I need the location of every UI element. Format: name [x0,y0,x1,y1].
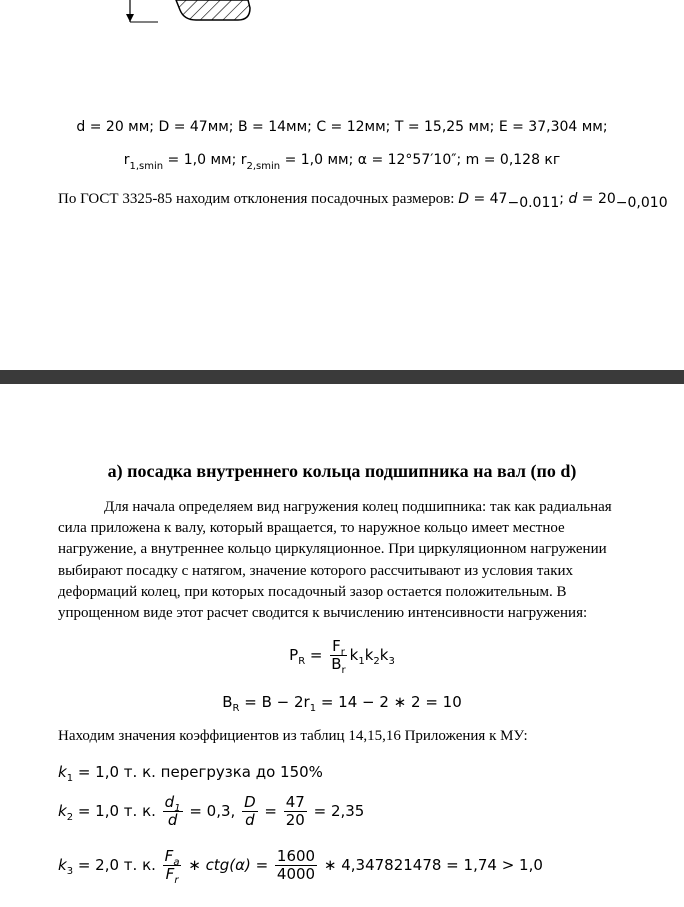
params-line-1: d = 20 мм; D = 47мм; B = 14мм; C = 12мм; T = 15,25 мм; E = 37,304 мм; [76,119,608,135]
bearing-drawing-fragment [118,0,258,30]
formula-pr: $P_R$ = $\frac{F_r}{B_r}$ $k_1k_2k_3$ [289,637,395,676]
document-page-bottom [0,384,684,907]
k2-line: $k_2 = 1,0$ т. к. $\frac{d_1}{d}$ = 0,3, $\frac{D}{d}$ = $\frac{47}{20}$ = 2,35 [58,793,365,829]
paragraph-line: Для начала определяем вид нагружения колец подшипника: так как радиальная [104,499,612,515]
k3-line: $k_3 = 2,0$ т. к. $\frac{F_a}{F_r}$ ∗ ctg(α) = $\frac{1600}{4000}$ ∗ 4,347821478 = 1,74 > 1,0 [58,847,543,886]
paragraph-line: сила приложена к валу, который вращается, то наружное кольцо имеет местное [58,520,565,537]
fraction-fr-br: $\frac{F_r}{B_r}$ [331,637,346,676]
coefficients-intro: Находим значения коэффициентов из таблиц 14,15,16 Приложения к МУ: [58,728,528,744]
paragraph-line: нагружение, а внутреннее кольцо циркуляционное. При циркуляционном нагружении [58,541,607,558]
paragraph-line: выбирают посадку с натягом, значение которого рассчитывают из условия таких [58,562,574,579]
fraction-1600-4000: $\frac{1600}{4000}$ [276,847,316,883]
formula-br: $B_R = B - 2r_1 = 14 - 2$ ∗ 2 = 10 [222,693,462,714]
fraction-d1-d: $\frac{d_1}{d}$ [164,793,181,829]
page-separator [0,370,684,384]
fraction-47-20: $\frac{47}{20}$ [285,793,305,829]
paragraph-line: упрощенном виде этот расчет сводится к вычислению интенсивности нагружения: [58,605,588,622]
intro-paragraph [58,497,658,624]
paragraph-line: деформаций колец, при которых посадочный зазор остается положительным. В [58,583,567,600]
params-line-2: $r_{1,smin} = 1,0$ мм; $r_{2,smin} = 1,0$ мм; α = 12°57′10″; m = 0,128 кг [123,152,561,172]
gost-deviations-line: По ГОСТ 3325-85 находим отклонения посадочных размеров: $D = 47_{-0.011}$; $d = 20_{-0,010}$ [58,191,668,211]
section-heading: а) посадка внутреннего кольца подшипника на вал (по d) [107,461,577,481]
k1-line: $k_1 = 1,0$ т. к. перегрузка до 150% [58,763,323,784]
fraction-D-d: $\frac{D}{d}$ [244,793,256,829]
fraction-fa-fr: $\frac{F_a}{F_r}$ [164,847,180,886]
document-page-top [0,0,684,370]
